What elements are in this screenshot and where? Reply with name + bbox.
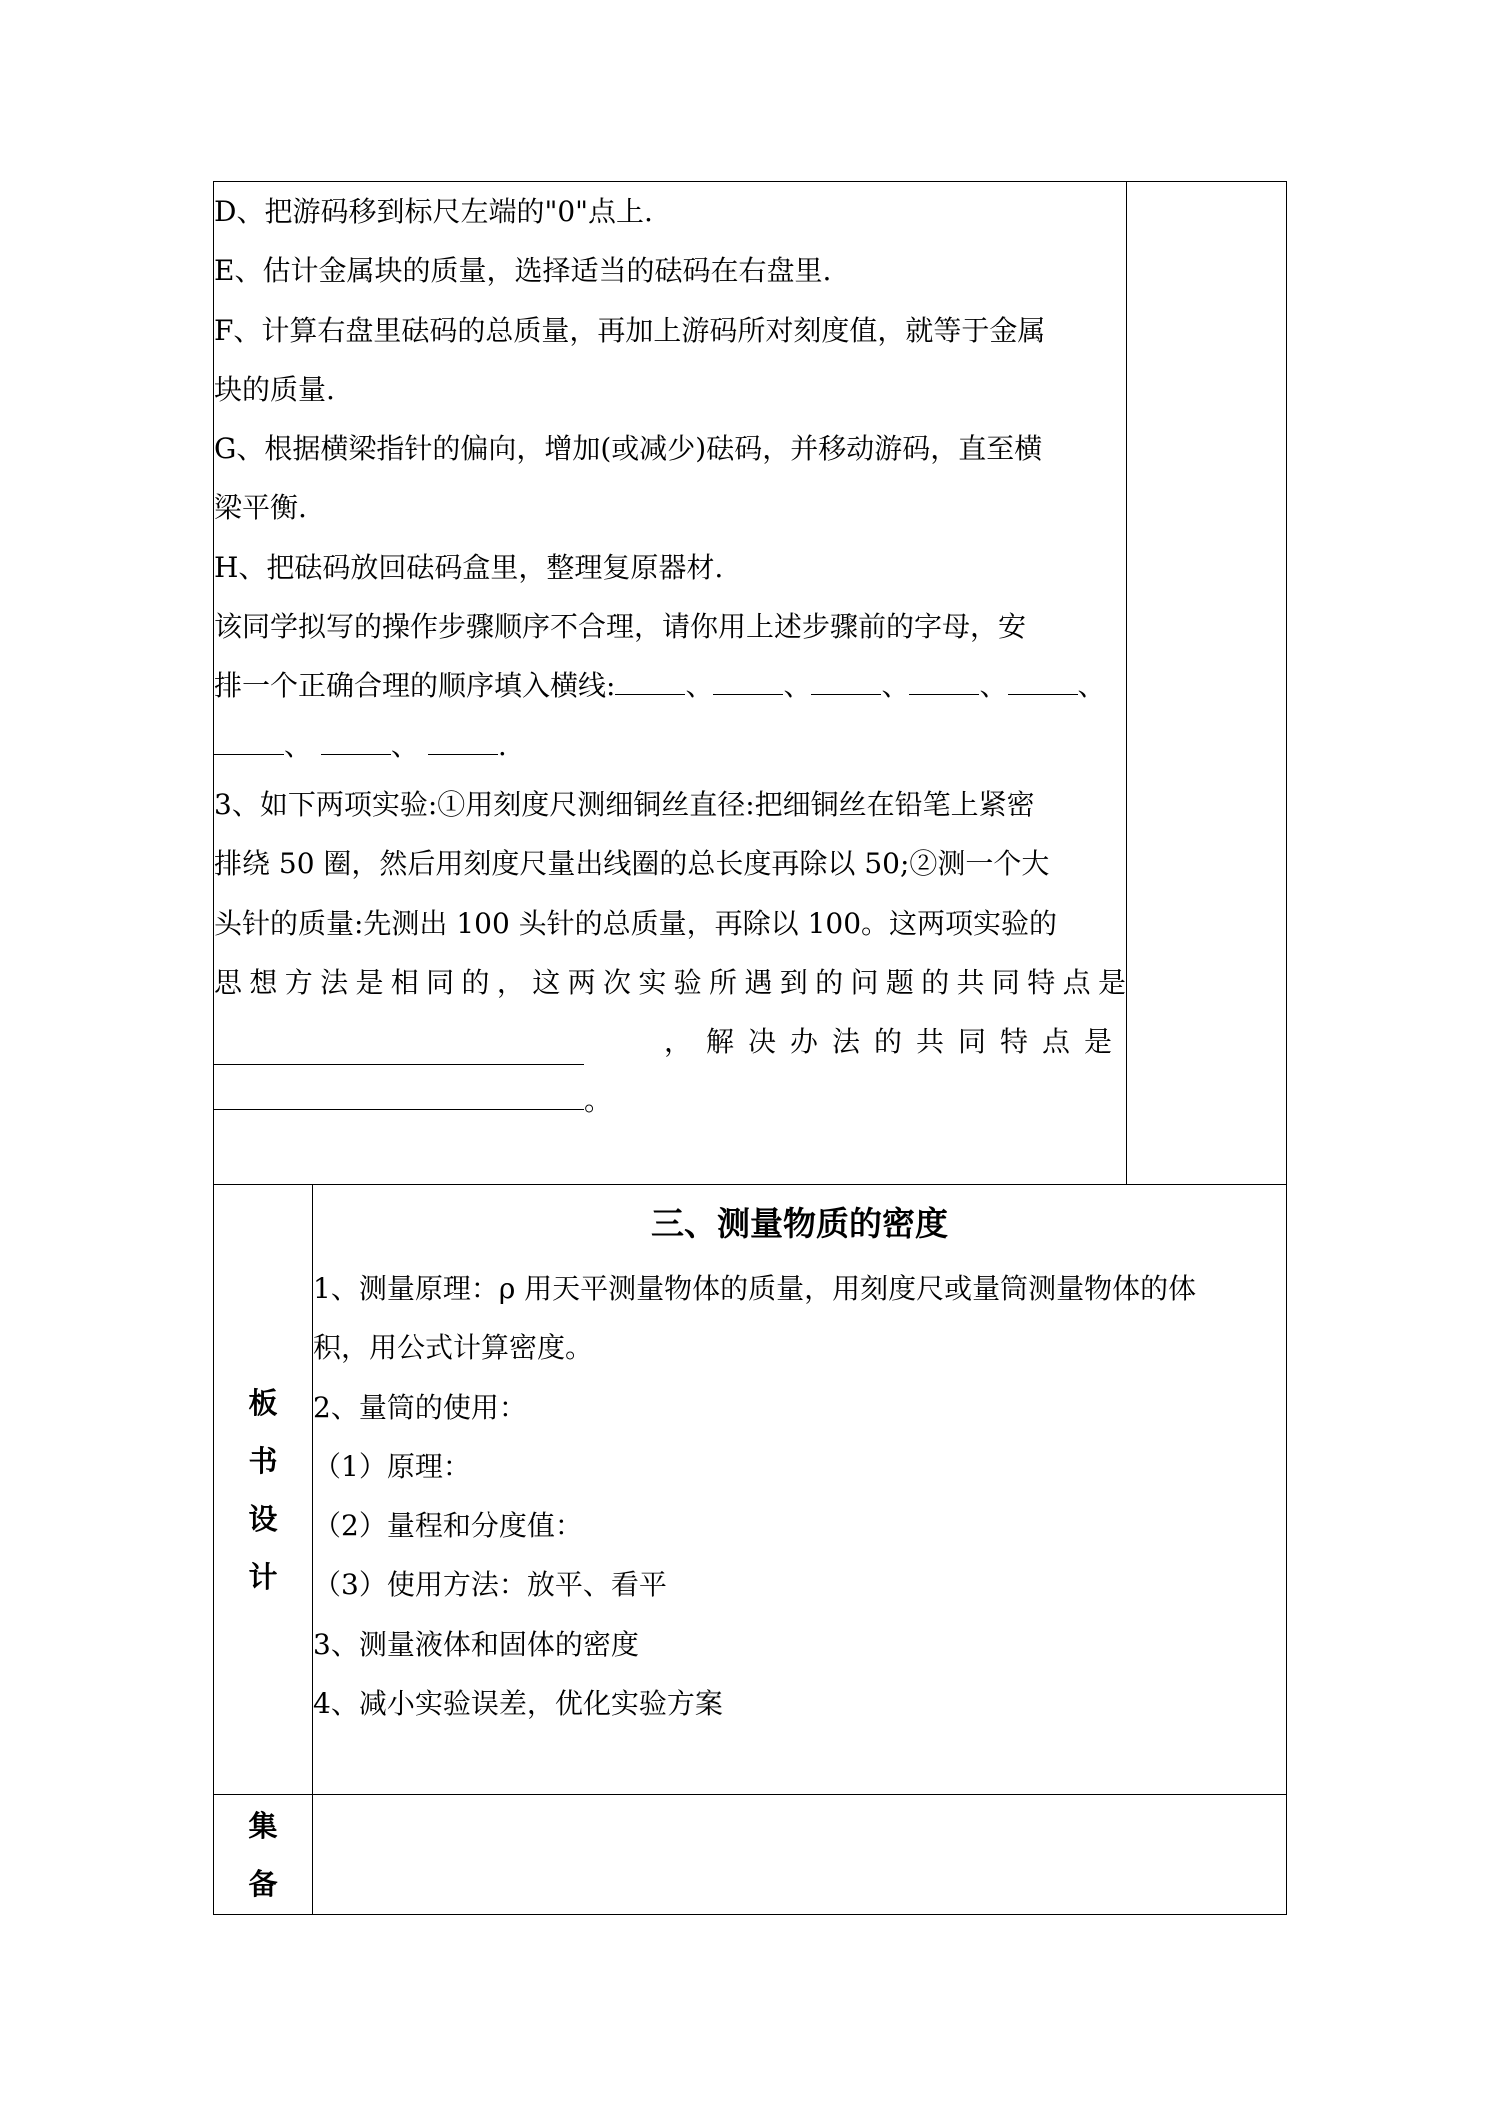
answer-blank-solution-feature[interactable]: [214, 1083, 584, 1110]
q3-line1: 3、如下两项实验:①用刻度尺测细铜丝直径:把细铜丝在铅笔上紧密: [214, 787, 1035, 821]
collective-prep-row: [214, 1795, 1287, 1915]
collective-prep-label-char: 集: [248, 1808, 278, 1843]
exercise-content-cell: [214, 182, 1127, 1185]
order-question-line2: [214, 656, 1126, 715]
order-question-line3: [214, 716, 1126, 775]
step-g-line1: G、根据横梁指针的偏向，增加(或减少)砝码，并移动游码，直至横: [214, 432, 1043, 466]
q3-line6: [214, 1071, 1126, 1130]
blank-period: .: [497, 728, 507, 762]
board-item-2: 2、量筒的使用：: [313, 1390, 527, 1424]
board-item-4: 4、减小实验误差，优化实验方案: [313, 1687, 723, 1721]
lesson-plan-table: [213, 181, 1287, 1915]
blank-separator: 、: [685, 669, 714, 703]
q3-line3: 头针的质量:先测出 100 头针的总质量，再除以 100。这两项实验的: [214, 906, 1058, 940]
step-d: D、把游码移到标尺左端的"0"点上.: [214, 195, 653, 228]
board-design-label-char: 设: [248, 1501, 278, 1536]
blank-separator: 、: [783, 669, 812, 703]
blank-separator: 、: [390, 728, 419, 762]
step-f-line2: 块的质量.: [214, 372, 335, 406]
order-question-prefix: 排一个正确合理的顺序填入横线:: [214, 669, 616, 703]
answer-blank-4[interactable]: [909, 668, 979, 695]
exercise-row: [214, 182, 1287, 1185]
board-item-1-line2: 积，用公式计算密度。: [313, 1331, 594, 1365]
board-design-content-cell: [313, 1185, 1287, 1795]
step-g-line2: 梁平衡.: [214, 491, 307, 525]
board-item-2-2: （2）量程和分度值：: [313, 1509, 583, 1543]
board-design-label-char: 书: [248, 1443, 278, 1478]
board-item-1-line1: 1、测量原理：ρ 用天平测量物体的质量，用刻度尺或量筒测量物体的体: [313, 1272, 1197, 1305]
step-e: E、估计金属块的质量，选择适当的砝码在右盘里.: [214, 254, 832, 288]
answer-blank-6[interactable]: [214, 728, 284, 755]
board-item-2-3: （3）使用方法：放平、看平: [313, 1568, 667, 1602]
board-design-label-char: 板: [248, 1385, 278, 1420]
board-design-label-char: 计: [248, 1559, 278, 1594]
board-design-label-cell: [214, 1185, 313, 1795]
collective-prep-label-char: 备: [248, 1866, 278, 1901]
answer-blank-problem-feature[interactable]: [214, 1038, 584, 1065]
board-item-2-1: （1）原理：: [313, 1449, 471, 1483]
step-h: H、把砝码放回砝码盒里，整理复原器材.: [214, 550, 724, 584]
board-item-3: 3、测量液体和固体的密度: [313, 1627, 639, 1661]
answer-blank-1[interactable]: [615, 668, 685, 695]
order-question-line1: 该同学拟写的操作步骤顺序不合理，请你用上述步骤前的字母，安: [214, 610, 1027, 644]
q3-line5-text: ，解决办法的共同特点是: [664, 1025, 1127, 1059]
blank-separator: 、: [284, 728, 313, 762]
answer-blank-3[interactable]: [811, 668, 881, 695]
blank-separator: 、: [979, 669, 1008, 703]
q3-line2: 排绕 50 圈，然后用刻度尺量出线圈的总长度再除以 50;②测一个大: [214, 847, 1050, 881]
board-design-row: [214, 1185, 1287, 1795]
blank-separator: 、: [1077, 669, 1106, 703]
answer-blank-7[interactable]: [321, 728, 391, 755]
collective-prep-label-cell: [214, 1795, 313, 1915]
collective-prep-content-cell: [313, 1795, 1287, 1915]
step-f-line1: F、计算右盘里砝码的总质量，再加上游码所对刻度值，就等于金属: [214, 313, 1046, 347]
q3-line5: [214, 1012, 1126, 1071]
answer-blank-5[interactable]: [1008, 668, 1078, 695]
section-title: 三、测量物质的密度: [651, 1204, 948, 1243]
answer-blank-8[interactable]: [428, 728, 498, 755]
answer-blank-2[interactable]: [713, 668, 783, 695]
q3-line6-end: 。: [584, 1084, 613, 1118]
blank-separator: 、: [881, 669, 910, 703]
notes-cell: [1127, 182, 1287, 1185]
q3-line4: 思想方法是相同的，这两次实验所遇到的问题的共同特点是: [214, 965, 1127, 999]
